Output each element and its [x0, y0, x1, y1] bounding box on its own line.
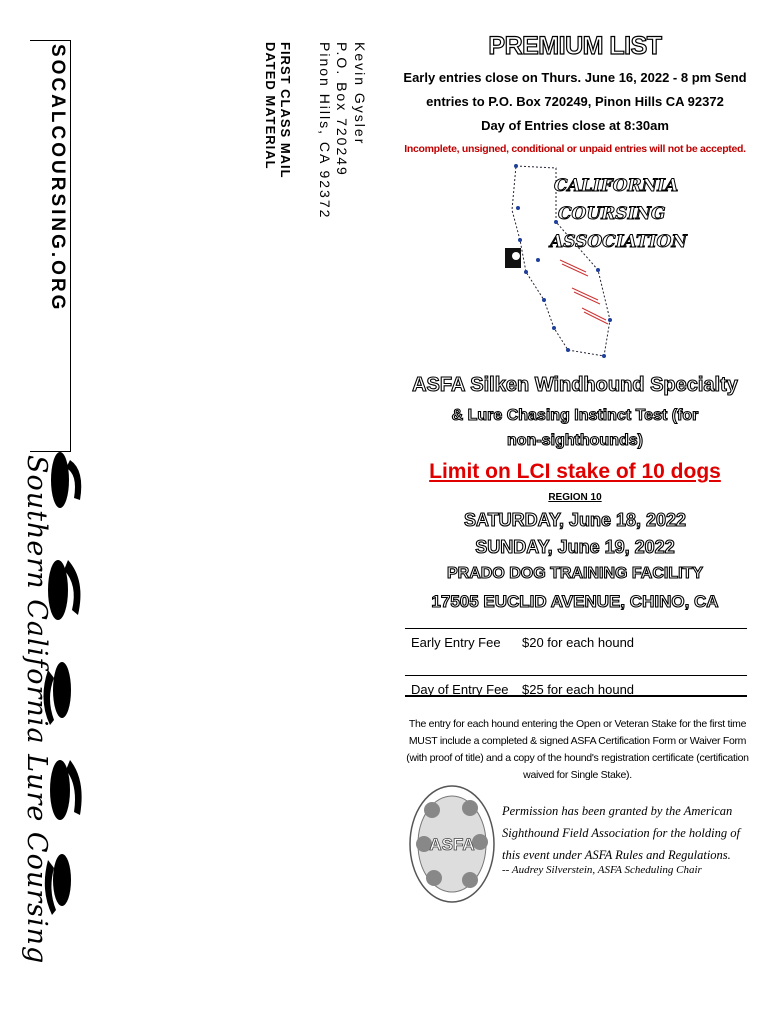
event-title-line2: & Lure Chasing Instinct Test (for	[451, 407, 699, 424]
fee-row	[405, 675, 747, 722]
asfa-seal-icon	[408, 782, 496, 906]
california-coursing-logo	[498, 160, 687, 360]
permission-statement: Permission has been granted by the American Sighthound Field Association for the holding of this event under ASFA Rules and Regulations.	[502, 804, 740, 862]
fee-label: Early Entry Fee	[411, 635, 501, 650]
fee-value: $20 for each hound	[522, 635, 635, 650]
day-of-entries: Day of Entries close at 8:30am	[481, 118, 669, 133]
logo-line2: COURSING	[558, 204, 666, 224]
fee-label: Day of Entry Fee	[411, 682, 509, 697]
website-text: SOCALCOURSING.ORG	[47, 44, 68, 313]
entry-warning: Incomplete, unsigned, conditional or unpaid entries will not be accepted.	[404, 143, 746, 155]
logo-line3: ASSOCIATION	[550, 232, 687, 252]
logo-line1: CALIFORNIA	[554, 176, 679, 196]
permission-signature: -- Audrey Silverstein, ASFA Scheduling Chair	[502, 864, 702, 876]
event-date-sunday: SUNDAY, June 19, 2022	[475, 537, 675, 557]
early-entries-line1: Early entries close on Thurs. June 16, 2022 - 8 pm Send	[403, 70, 747, 85]
entry-requirements-note: The entry for each hound entering the Open or Veteran Stake for the first time MUST include a completed & signed ASFA Certification Form or Waiver Form (with proof of title) and a copy of the hound's registration certificate (certification waived for Single Stake).	[406, 718, 749, 781]
premium-list-title: PREMIUM LIST	[488, 32, 662, 60]
mail-class-line: FIRST CLASS MAIL	[278, 42, 293, 179]
script-title: Southern California Lure Coursing	[21, 455, 52, 965]
return-city: Pinon Hills, CA 92372	[317, 42, 333, 220]
region-label: REGION 10	[548, 492, 602, 503]
event-title-line1: ASFA Silken Windhound Specialty	[412, 374, 738, 396]
event-title-line3: non-sighthounds)	[507, 432, 643, 449]
venue-name: PRADO DOG TRAINING FACILITY	[447, 565, 703, 582]
svg-text:ASFA: ASFA	[429, 835, 475, 854]
fee-value: $25 for each hound	[522, 682, 635, 697]
venue-address: 17505 EUCLID AVENUE, CHINO, CA	[431, 592, 719, 611]
dated-material-line: DATED MATERIAL	[263, 42, 278, 170]
event-date-saturday: SATURDAY, June 18, 2022	[463, 510, 687, 530]
lci-limit-notice: Limit on LCI stake of 10 dogs	[429, 460, 721, 483]
fee-table	[405, 628, 747, 697]
return-name: Kevin Gysler	[352, 42, 368, 146]
return-po-box: P.O. Box 720249	[334, 42, 350, 177]
fee-row	[405, 628, 747, 675]
early-entries-line2: entries to P.O. Box 720249, Pinon Hills CA 92372	[426, 94, 724, 109]
